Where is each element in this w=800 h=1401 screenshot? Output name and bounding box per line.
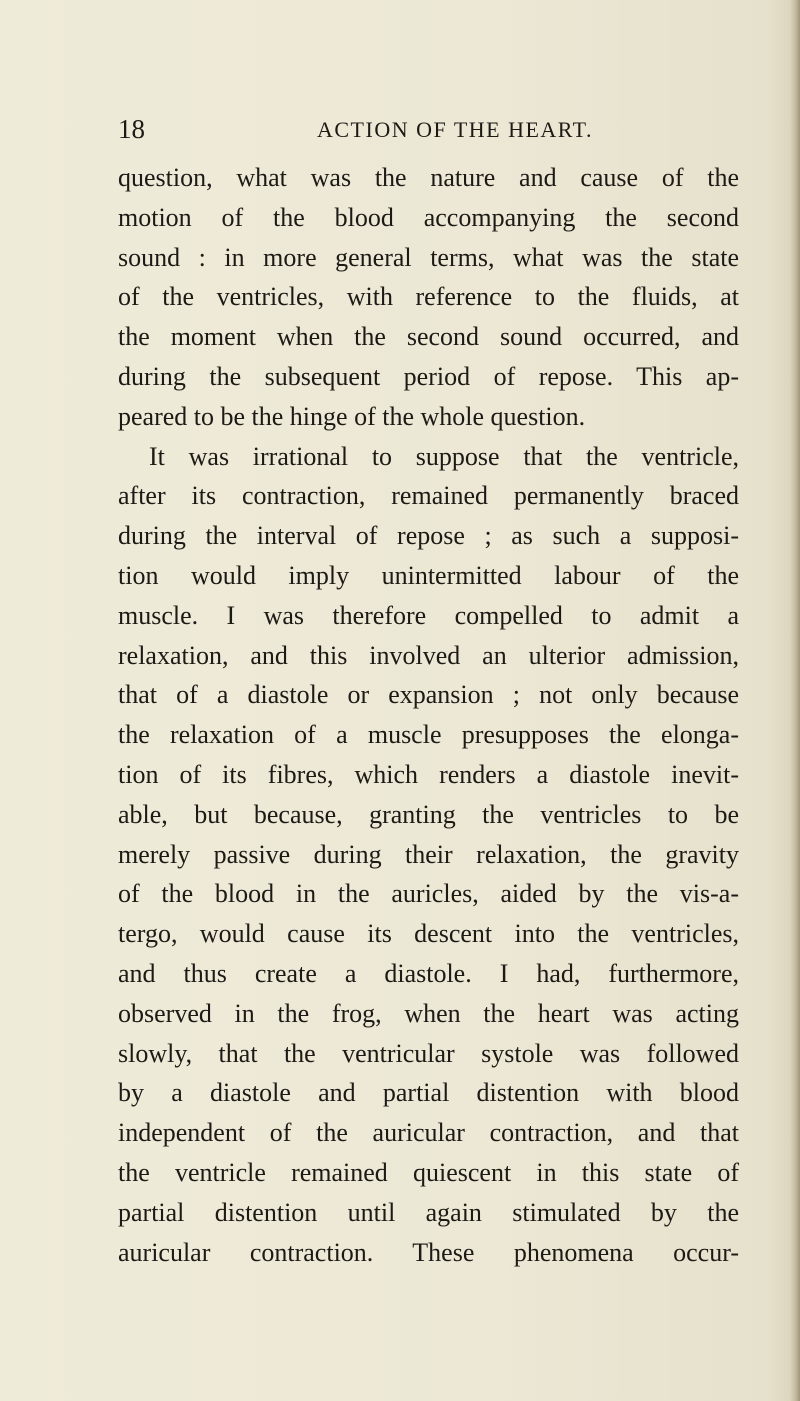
text-line: after its contraction, remained permanently braced — [118, 481, 739, 511]
text-line: It was irrational to suppose that the ventricle, — [149, 441, 739, 471]
text-line: of the ventricles, with reference to the fluids, at — [118, 282, 739, 312]
text-line: relaxation, and this involved an ulterior admission, — [118, 640, 739, 670]
text-line: merely passive during their relaxation, the gravity — [118, 839, 739, 869]
text-line: tion of its fibres, which renders a diastole inevit- — [118, 759, 739, 789]
text-line: and thus create a diastole. I had, furthermore, — [118, 958, 739, 988]
text-line: auricular contraction. These phenomena occur- — [118, 1237, 739, 1267]
text-line: the moment when the second sound occurred, and — [118, 322, 739, 352]
text-line: during the subsequent period of repose. This ap- — [118, 361, 739, 391]
page-number: 18 — [118, 114, 145, 144]
text-line: question, what was the nature and cause of the — [118, 163, 739, 192]
body-text — [118, 158, 739, 1272]
text-line: partial distention until again stimulated by the — [118, 1197, 739, 1227]
text-line: muscle. I was therefore compelled to admit a — [118, 600, 739, 630]
text-line: independent of the auricular contraction, and that — [118, 1118, 739, 1148]
text-line: the ventricle remained quiescent in this state of — [118, 1157, 739, 1187]
text-line: during the interval of repose ; as such a supposi- — [118, 521, 739, 551]
text-line: able, but because, granting the ventricles to be — [118, 799, 739, 829]
text-line: of the blood in the auricles, aided by the vis-a- — [118, 879, 739, 909]
page-edge-shadow — [790, 0, 800, 1401]
text-line: the relaxation of a muscle presupposes the elonga- — [118, 720, 739, 750]
text-line: by a diastole and partial distention with blood — [118, 1078, 739, 1108]
text-line: that of a diastole or expansion ; not only because — [118, 680, 739, 710]
text-line: tergo, would cause its descent into the ventricles, — [118, 919, 739, 949]
text-line: peared to be the hinge of the whole question. — [118, 401, 586, 431]
running-title: ACTION OF THE HEART. — [317, 117, 593, 142]
running-header — [118, 114, 738, 144]
text-line: observed in the frog, when the heart was acting — [118, 998, 739, 1028]
text-line: sound : in more general terms, what was the state — [118, 242, 739, 272]
text-line: tion would imply unintermitted labour of the — [118, 560, 739, 590]
text-line: motion of the blood accompanying the second — [118, 202, 739, 232]
text-line: slowly, that the ventricular systole was followed — [118, 1038, 739, 1068]
